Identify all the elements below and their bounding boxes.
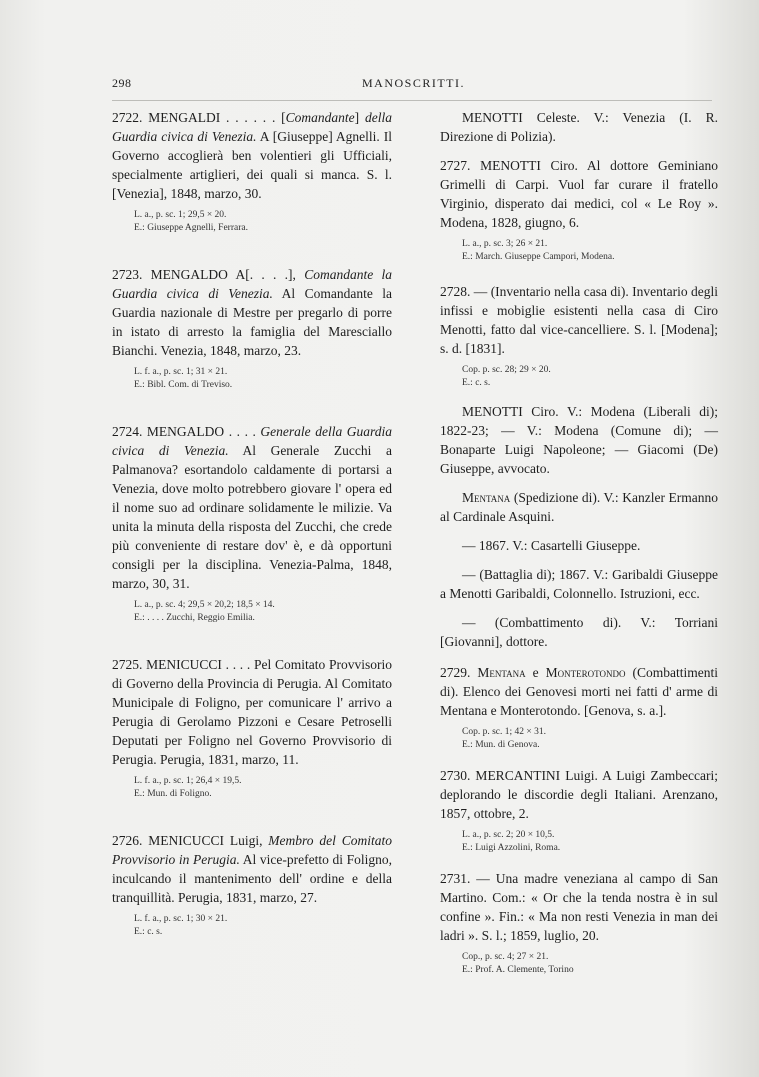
entry-note: Cop. p. sc. 1; 42 × 31. E.: Mun. di Genova.	[462, 727, 546, 750]
right-column	[440, 108, 718, 977]
page-number: 298	[112, 76, 132, 90]
entry-2722: 2722. MENGALDI . . . . . . [Comandante] della Guardia civica di Venezia. A [Giuseppe] Agnelli. Il Governo accoglierà ben volentieri gli Ufficiali, specialmente artiglieri, dei quali si manca. S. l. [Venezia], 1848, marzo, 30. L. a., p. sc. 1; 29,5 × 20. E.: Giuseppe Agnelli, Ferrara.	[112, 110, 392, 233]
entry-note: L. f. a., p. sc. 1; 30 × 21. E.: c. s.	[134, 914, 228, 937]
entry-2730: 2730. MERCANTINI Luigi. A Luigi Zambeccari; deplorando le discordie degli Italiani. Arenzano, 1857, ottobre, 2. L. a., p. sc. 2; 20 × 10,5. E.: Luigi Azzolini, Roma.	[440, 768, 718, 853]
entry-mentana-battaglia: — (Battaglia di); 1867. V.: Garibaldi Giuseppe a Menotti Garibaldi, Colonnello. Istruzioni, ecc.	[440, 567, 718, 601]
entry-mentana-spedizione: Mentana (Spedizione di). V.: Kanzler Ermanno al Cardinale Asquini.	[440, 490, 718, 524]
entry-mentana-combattimento: — (Combattimento di). V.: Torriani [Giovanni], dottore.	[440, 615, 718, 649]
header-rule	[112, 100, 712, 101]
entry-menotti-celeste: MENOTTI Celeste. V.: Venezia (I. R. Direzione di Polizia).	[440, 110, 718, 144]
entry-menotti-ciro-refs: MENOTTI Ciro. V.: Modena (Liberali di); 1822-23; — V.: Modena (Comune di); — Bonaparte Luigi Napoleone; — Giacomi (De) Giuseppe, avvocato.	[440, 404, 718, 476]
entry-mentana-1867: — 1867. V.: Casartelli Giuseppe.	[462, 538, 641, 553]
running-title: MANOSCRITTI.	[362, 76, 466, 90]
entry-2725: 2725. MENICUCCI . . . . Pel Comitato Provvisorio di Governo della Provincia di Perugia. Al Comitato Municipale di Foligno, per comunicare l' arrivo a Perugia di Gerolamo Pizzoni e Cesare Petroselli Deputati per Foligno nel Governo Provvisorio di Perugia. Perugia, 1831, marzo, 11. L. f. a., p. sc. 1; 26,4 × 19,5. E.: Mun. di Foligno.	[112, 657, 392, 799]
entry-note: L. a., p. sc. 3; 26 × 21. E.: March. Giuseppe Campori, Modena.	[462, 239, 615, 262]
entry-2728: 2728. — (Inventario nella casa di). Inventario degli infissi e mobiglie esistenti nella casa di Ciro Menotti, fatto dal vice-cancelliere. S. l. [Modena]; s. d. [1831]. Cop. p. sc. 28; 29 × 20. E.: c. s.	[440, 284, 718, 388]
entry-2723: 2723. MENGALDO A[. . . .], Comandante la Guardia civica di Venezia. Al Comandante la Guardia nazionale di Mestre per pregarlo di porre in istato di arresto la famiglia del Maresciallo Bianchi. Venezia, 1848, marzo, 23. L. f. a., p. sc. 1; 31 × 21. E.: Bibl. Com. di Treviso.	[112, 267, 392, 390]
left-column	[112, 108, 392, 939]
entry-2729: 2729. Mentana e Monterotondo (Combattimenti di). Elenco dei Genovesi morti nei fatti d' arme di Mentana e Monterotondo. [Genova, s. a.]. Cop. p. sc. 1; 42 × 31. E.: Mun. di Genova.	[440, 665, 718, 750]
entry-2731: 2731. — Una madre veneziana al campo di San Martino. Com.: « Or che la tenda nostra è in sul confine ». Fin.: « Ma non resti Venezia in man dei ladri ». S. l.; 1859, luglio, 20. Cop., p. sc. 4; 27 × 21. E.: Prof. A. Clemente, Torino	[440, 871, 718, 975]
entry-note: L. f. a., p. sc. 1; 26,4 × 19,5. E.: Mun. di Foligno.	[134, 776, 242, 799]
entry-note: L. a., p. sc. 4; 29,5 × 20,2; 18,5 × 14. E.: . . . . Zucchi, Reggio Emilia.	[134, 600, 275, 623]
entry-note: Cop., p. sc. 4; 27 × 21. E.: Prof. A. Clemente, Torino	[462, 952, 574, 975]
entry-2727: 2727. MENOTTI Ciro. Al dottore Geminiano Grimelli di Carpi. Vuol far curare il fratello Virginio, disperato dai medici, col « Le Roy ». Modena, 1828, giugno, 6. L. a., p. sc. 3; 26 × 21. E.: March. Giuseppe Campori, Modena.	[440, 158, 718, 262]
entry-note: L. a., p. sc. 1; 29,5 × 20. E.: Giuseppe Agnelli, Ferrara.	[134, 210, 248, 233]
entry-2724: 2724. MENGALDO . . . . Generale della Guardia civica di Venezia. Al Generale Zucchi a Palmanova? esortandolo caldamente di portarsi a Venezia, dove molto potrebbero giovare l' opera ed il nome suo ad ordinare solidamente le milizie. Va unita la minuta della risposta del Zucchi, che crede più conveniente di restare dov' è, e dà opportuni consigli per la disciplina. Venezia-Palma, 1848, marzo, 30, 31. L. a., p. sc. 4; 29,5 × 20,2; 18,5 × 14. E.: . . . . Zucchi, Reggio Emilia.	[112, 424, 392, 623]
entry-note: Cop. p. sc. 28; 29 × 20. E.: c. s.	[462, 365, 551, 388]
page-header	[112, 76, 712, 96]
entry-note: L. a., p. sc. 2; 20 × 10,5. E.: Luigi Azzolini, Roma.	[462, 830, 561, 853]
entry-note: L. f. a., p. sc. 1; 31 × 21. E.: Bibl. Com. di Treviso.	[134, 367, 233, 390]
entry-2726: 2726. MENICUCCI Luigi, Membro del Comitato Provvisorio in Perugia. Al vice-prefetto di Foligno, inculcando il mantenimento dell' ordine e della tranquillità. Perugia, 1831, marzo, 27. L. f. a., p. sc. 1; 30 × 21. E.: c. s.	[112, 833, 392, 937]
